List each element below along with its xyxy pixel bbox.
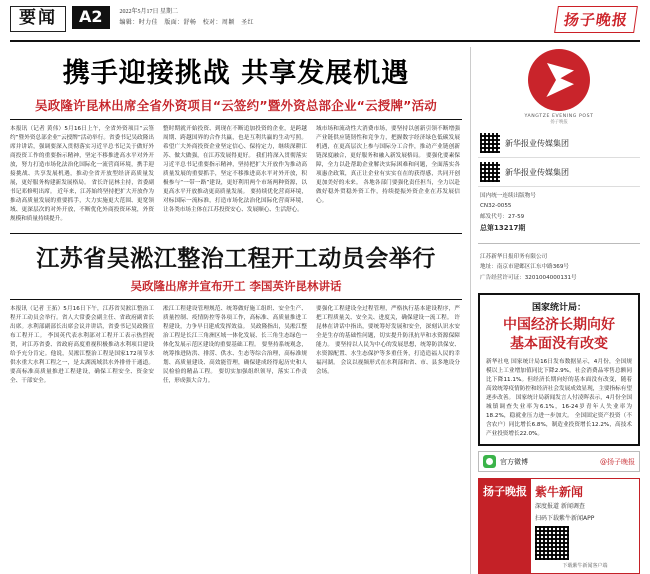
paragraph: 域市场和流动性大消费市场，要坚持以创新引领不断增强产业链供应链韧性和竞争力，把握数字经济绿色低碳发展机遇，在更高层次上参与国际分工合作，推动产业链创新链深度融合，更好服务和融入新发展格局。 要强化要素保障，全力以赴帮助企业解决实际困难和问题，全面落实各项惠企政策，真正让企业有实实在在的获得感，共同开创更加美好的未来。 各地各部门要强化责任担当，全力以赴做好稳外贸稳外资工作，持续提振外资企业在苏发展信心。 — [316, 126, 460, 205]
promo-sub2: 扫码下载紫牛新闻APP — [535, 514, 595, 522]
info-line: 邮发代号：27-59 — [480, 213, 525, 220]
publisher-name: 江苏新华日报印务有限公司 — [480, 253, 548, 260]
paragraph: 本报讯（记者 黄伟）5月16日上午，全省外资项目“云签约”暨外资总部企业“云授牌”活动举行。省委书记吴政隆出席并讲话，强调要深入贯彻落实习近平总书记关于做好外商投资工作的重要指示精神，坚定不移推进高水平对外开放，努力打造市场化法治化国际化一流营商环境，携手迎接挑战、共享发展机遇，推动全省开放型经济高质量发展，更好服务构建新发展格局。 省长许昆林主持，省委副书记邓修明出席。 近年来，江苏始终坚持把扩大开放作为推动高质量发展的重要抓手，大力实施更大范围、更宽领域、更深层次的对外开放，不断优化外商投资环境，外资规模和质量持续提升。 — [10, 126, 154, 223]
story1-headline: 携手迎接挑战 共享发展机遇 — [62, 58, 410, 89]
weibo-icon — [483, 455, 496, 468]
issue-date: 2022年5月17日 星期二 — [119, 9, 179, 15]
logo-english: YANGTZE EVENING POST — [524, 114, 594, 119]
rail-link-weibo[interactable] — [478, 158, 640, 187]
issue-number: 总第13217期 — [480, 224, 526, 233]
paragraph: 要强化工程建设全过程管理，严格执行基本建设程序，严把工程质量关、安全关、进度关，确保建设一流工程。 许昆林在讲话中指出，要统筹好发展和安全，深刻认识水安全是生存的基础性问题，切实提升防汛抗旱和水资源保障能力。 要坚持以人民为中心的发展思想，统筹防洪保安、水资源配置、水生态保护等多重任务，打造造福人民的幸福河湖。 会议以视频形式在水利部和省、市、县多地设分会场。 — [316, 305, 460, 375]
official-weibo-row[interactable] — [478, 451, 640, 472]
story1-column-1 — [10, 125, 154, 225]
masthead — [10, 6, 640, 36]
story1-column-2 — [163, 125, 307, 225]
divider — [10, 233, 462, 234]
story2-column-3 — [316, 305, 460, 386]
wechat-icon — [480, 133, 500, 153]
rail-logo — [478, 47, 640, 129]
story1-columns — [10, 125, 462, 225]
paragraph: 整时期就开始投资、到现在不断追加投资的企业，是跨越周期、跨越国界的合作共赢，也是互利共赢的生动写照。希望广大外商投资企业坚定信心、保持定力，继续深耕江苏、做大做强，在江苏发展得更好。 我们将深入贯彻落实习近平总书记重要指示精神，坚持把扩大开放作为推动高质量发展的重要抓手，坚定不移推进高水平对外开放，积极参与“一带一路”建设，更好利用两个市场两种资源，以更高水平开放推动更高质量发展。 要持续优化营商环境，对标国际一流标准，打造市场化法治化国际化营商环境，让各类市场主体在江苏投资安心、发展顺心、生活舒心。 — [163, 126, 307, 214]
right-rail — [470, 47, 640, 574]
divider — [10, 119, 462, 120]
paragraph: 淞江工程建设管理规范、统筹做好施工组织、安全生产、质量控制、疫情防控等各项工作，高标准、高质量推进工程建设，力争早日建成发挥效益。 吴政隆指出，吴淞江整治工程是长江三角洲区域一体化发展、长三角生态绿色一体化发展示范区建设的重要基础工程。 要坚持系统观念，统筹推进防洪、排涝、供水、生态等综合治理，高标准规划、高质量建设、高效能管理，确保建成经得起历史和人民检验的精品工程。 要切实加强组织领导，落实工作责任，形成强大合力。 — [163, 305, 307, 384]
rail-link-label: 新华报业传媒集团 — [505, 138, 569, 148]
promo-side-label: 扬子晚报 — [479, 479, 531, 573]
promo-qr-code[interactable] — [535, 526, 569, 560]
divider — [478, 243, 640, 244]
story1-column-3 — [316, 125, 460, 225]
stat-headline-line2: 基本面没有改变 — [510, 335, 608, 352]
stat-headline — [486, 316, 632, 354]
story2-headline: 江苏省吴淞江整治工程开工动员会举行 — [36, 245, 436, 272]
logo-chinese: 扬子晚报 — [550, 120, 568, 125]
section-title: 要闻 — [10, 6, 66, 32]
masthead-rule — [10, 40, 640, 42]
story1-subhead: 吴政隆许昆林出席全省外资项目“云签约”暨外资总部企业“云授牌”活动 — [35, 98, 437, 113]
publisher-address: 地址：南京市建邺区江东中路369号 — [480, 264, 569, 271]
official-weibo-handle: @扬子晚报 — [600, 457, 635, 466]
masthead-meta — [120, 6, 254, 30]
statistics-box — [478, 293, 640, 446]
publication-info — [478, 187, 640, 239]
weibo-icon — [480, 162, 500, 182]
stat-source: 国家统计局： — [531, 303, 586, 313]
info-line: 国内统一连续出版物号 — [480, 193, 536, 199]
rail-link-wechat[interactable] — [478, 129, 640, 158]
story2-subhead: 吴政隆出席并宣布开工 李国英许昆林讲话 — [130, 278, 342, 293]
divider — [10, 299, 462, 300]
paper-logo: 扬子晚报 — [554, 6, 638, 33]
main-content — [10, 47, 462, 574]
promo-brand: 紫牛新闻 — [535, 485, 584, 500]
info-line: CN32-0055 — [480, 203, 512, 210]
promo-content — [531, 479, 639, 573]
yangtze-bird-icon — [528, 49, 590, 111]
official-weibo-label: 官方微博 — [500, 457, 528, 466]
paragraph: 本报讯（记者 王拓）5月16日下午，江苏省吴淞江整治工程开工动员会举行。省人大常委会副主任、省政府副省长出席。水利部副部长出席会议并讲话，省委书记吴政隆宣布工程开工。 李国英代表水利部对工程开工表示热烈祝贺，对江苏省委、省政府高度重视积极推动水利项目建设给予充分肯定。他说，吴淞江整治工程是国家172项节水供水重大水利工程之一，是太湖流域洪水外排骨干通道。 要高标准高质量推进工程建设，确保工程安全、资金安全、干部安全。 — [10, 305, 154, 384]
story2-column-2 — [163, 305, 307, 386]
app-promo[interactable] — [478, 478, 640, 574]
rail-link-label: 新华报业传媒集团 — [505, 167, 569, 177]
publisher-license: 广告经营许可证：3201004000131号 — [480, 274, 577, 281]
story2-columns — [10, 305, 462, 386]
promo-sub1: 深度报道 新闻调查 — [535, 503, 585, 511]
editor-credits: 编辑：时力佳 版面：舒畅 校对：周颖 圣红 — [119, 20, 254, 27]
stat-headline-line1: 中国经济长期向好 — [503, 317, 615, 333]
stat-body: 新华社电 国家统计局16日发布数据显示，4月份，全国规模以上工业增加值同比下降2.9%，社会消费品零售总额同比下降11.1%。但经济长期向好的基本面没有改变，随着高效统筹疫情防控和经济社会发展成效显现，主要指标有望逐步改善。 国家统计局新闻发言人付凌晖表示，4月份全国城镇调查失业率为6.1%，16-24岁青年人失业率为18.2%，稳就业压力进一步加大。 全国固定资产投资（不含农户）同比增长6.8%，制造业投资增长12.2%，高技术产业投资增长22.0%。 — [486, 358, 632, 438]
promo-foot: 下载紫牛新闻客户端 — [562, 563, 608, 570]
page-badge: A2 — [72, 6, 110, 29]
story2-column-1 — [10, 305, 154, 386]
publisher-info — [478, 248, 640, 287]
